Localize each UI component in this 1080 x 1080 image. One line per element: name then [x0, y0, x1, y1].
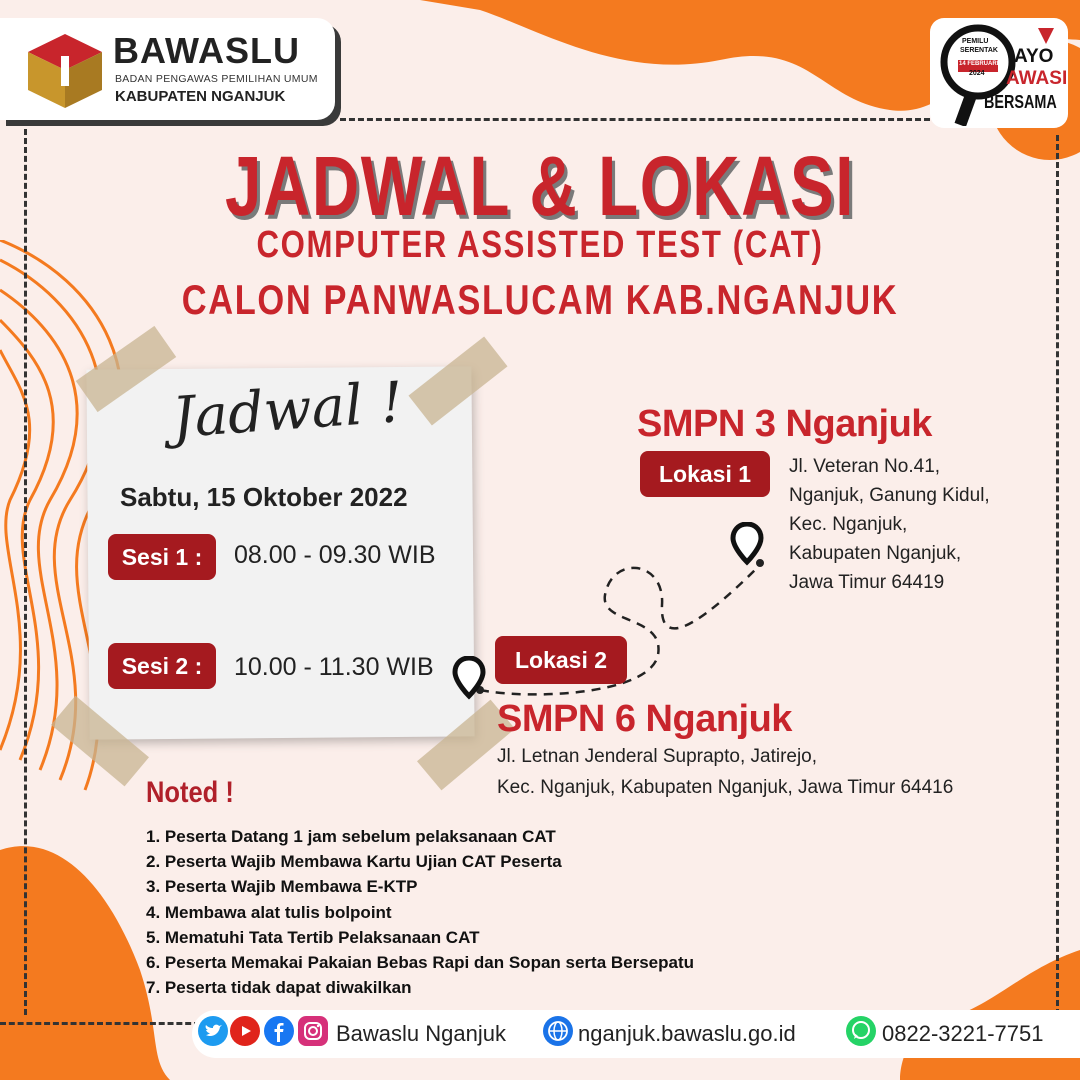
location-1-name: SMPN 3 Nganjuk — [637, 403, 932, 445]
badge-serentak: SERENTAK — [960, 47, 998, 54]
list-item: 1. Peserta Datang 1 jam sebelum pelaksanaan CAT — [146, 827, 556, 846]
location-pin-2-icon — [452, 656, 486, 700]
notes-heading: Noted ! — [146, 776, 234, 809]
session-1-label: Sesi 1 : — [108, 534, 216, 580]
location-2-label: Lokasi 2 — [495, 636, 627, 684]
badge-year: 2024 — [969, 70, 985, 77]
globe-icon — [543, 1016, 573, 1046]
badge-date: 14 FEBRUARI — [959, 61, 999, 67]
facebook-icon[interactable] — [264, 1016, 294, 1046]
ayo-awasi-badge — [930, 18, 1068, 128]
badge-slogan-bersama: BERSAMA — [984, 92, 1057, 112]
dashed-frame-left — [24, 120, 27, 1015]
logo-region: KABUPATEN NGANJUK — [115, 88, 286, 105]
notes-list — [146, 824, 694, 1000]
badge-pemilu: PEMILU — [962, 38, 989, 45]
title-subline-panwaslucam: CALON PANWASLUCAM KAB.NGANJUK — [181, 276, 899, 323]
location-pin-1-icon — [730, 522, 764, 566]
logo-title: BAWASLU — [113, 30, 300, 71]
session-2-label: Sesi 2 : — [108, 643, 216, 689]
footer-social-handle[interactable]: Bawaslu Nganjuk — [336, 1021, 506, 1046]
location-1-address-line: Jl. Veteran No.41, — [789, 456, 941, 477]
footer-website[interactable]: nganjuk.bawaslu.go.id — [578, 1021, 796, 1046]
location-1-address-line: Kec. Nganjuk, — [789, 514, 908, 535]
instagram-icon[interactable] — [298, 1016, 328, 1046]
badge-slogan-awasi: AWASI — [1006, 68, 1068, 89]
list-item: 3. Peserta Wajib Membawa E-KTP — [146, 877, 418, 897]
dashed-frame-right — [1056, 135, 1059, 1015]
badge-slogan-ayo: AYO — [1014, 46, 1054, 67]
location-1-address — [789, 452, 990, 597]
location-2-address — [497, 741, 953, 803]
title-subline-cat: COMPUTER ASSISTED TEST (CAT) — [256, 224, 824, 266]
youtube-icon[interactable] — [230, 1016, 260, 1046]
bawaslu-emblem-icon — [24, 30, 106, 110]
session-1-time: 08.00 - 09.30 WIB — [234, 541, 436, 569]
location-1-address-line: Kabupaten Nganjuk, — [789, 543, 962, 564]
location-2-address-line: Jl. Letnan Jenderal Suprapto, Jatirejo, — [497, 746, 818, 767]
list-item: 5. Mematuhi Tata Tertib Pelaksanaan CAT — [146, 927, 480, 947]
page-title: JADWAL & LOKASI — [224, 139, 856, 233]
whatsapp-icon — [846, 1016, 876, 1046]
location-2-name: SMPN 6 Nganjuk — [497, 698, 792, 740]
list-item: 2. Peserta Wajib Membawa Kartu Ujian CAT Peserta — [146, 852, 562, 872]
location-2-address-line: Kec. Nganjuk, Kabupaten Nganjuk, Jawa Timur 64416 — [497, 777, 954, 798]
location-1-address-line: Nganjuk, Ganung Kidul, — [789, 485, 990, 506]
list-item: 6. Peserta Memakai Pakaian Bebas Rapi dan Sopan serta Bersepatu — [146, 953, 695, 973]
logo-subtitle: BADAN PENGAWAS PEMILIHAN UMUM — [115, 73, 318, 85]
schedule-heading: Jadwal ! — [170, 370, 406, 451]
location-1-address-line: Jawa Timur 64419 — [789, 572, 945, 593]
location-1-label: Lokasi 1 — [640, 451, 770, 497]
dashed-frame-top — [340, 118, 930, 121]
footer-dashed-line — [0, 1022, 200, 1025]
footer-phone[interactable]: 0822-3221-7751 — [882, 1021, 1044, 1046]
schedule-date: Sabtu, 15 Oktober 2022 — [120, 482, 408, 512]
session-2-time: 10.00 - 11.30 WIB — [234, 653, 434, 681]
bawaslu-logo-card — [0, 18, 335, 120]
list-item: 4. Membawa alat tulis bolpoint — [146, 902, 392, 922]
list-item: 7. Peserta tidak dapat diwakilkan — [146, 978, 412, 998]
twitter-icon[interactable] — [198, 1016, 228, 1046]
